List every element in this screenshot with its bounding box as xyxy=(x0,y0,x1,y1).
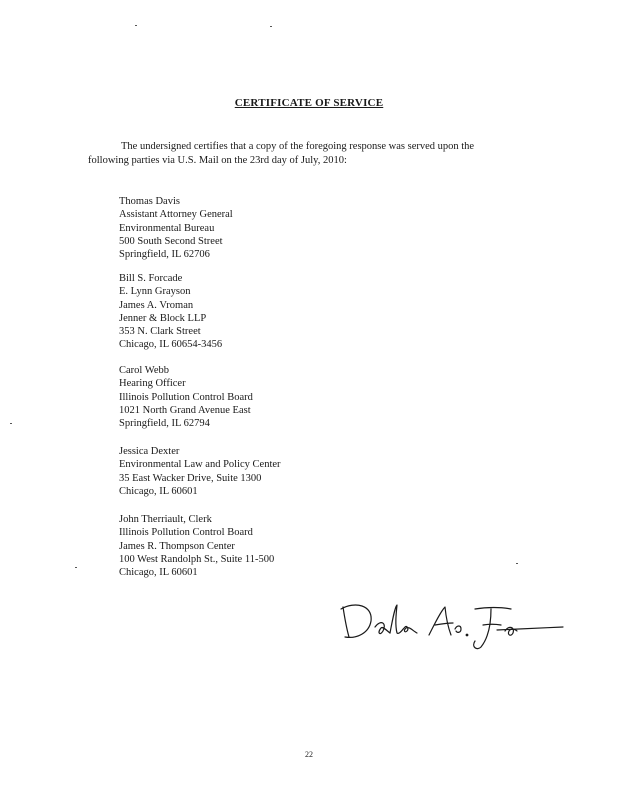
service-party-block xyxy=(119,195,233,261)
party-building: James R. Thompson Center xyxy=(119,540,235,552)
party-title: Hearing Officer xyxy=(119,378,186,390)
party-organization: Environmental Bureau xyxy=(119,222,215,234)
party-city: Springfield, IL 62794 xyxy=(119,418,210,430)
party-street: 100 West Randolph St., Suite 11-500 xyxy=(119,553,275,565)
page-number: 22 xyxy=(305,750,313,759)
party-city: Chicago, IL 60601 xyxy=(119,567,198,579)
service-party-block xyxy=(119,364,253,430)
scan-speck xyxy=(135,25,137,26)
party-street: 353 N. Clark Street xyxy=(119,326,201,338)
party-name: Carol Webb xyxy=(119,365,169,376)
party-organization: Illinois Pollution Control Board xyxy=(119,391,253,403)
party-name: Thomas Davis xyxy=(119,196,180,207)
scan-speck xyxy=(75,567,77,568)
party-title: Assistant Attorney General xyxy=(119,209,233,221)
party-name: Bill S. Forcade xyxy=(119,273,183,284)
certificate-title: CERTIFICATE OF SERVICE xyxy=(234,97,384,109)
party-name: James A. Vroman xyxy=(119,299,194,311)
party-organization: Jenner & Block LLP xyxy=(119,312,207,324)
party-street: 500 South Second Street xyxy=(119,235,223,247)
intro-paragraph xyxy=(88,140,528,168)
party-city: Springfield, IL 62706 xyxy=(119,249,210,261)
service-party-block xyxy=(119,445,281,498)
party-organization: Environmental Law and Policy Center xyxy=(119,459,281,471)
party-street: 35 East Wacker Drive, Suite 1300 xyxy=(119,472,262,484)
scan-speck xyxy=(516,563,518,564)
party-name: John Therriault, Clerk xyxy=(119,514,212,525)
service-party-block xyxy=(119,272,222,352)
party-city: Chicago, IL 60654-3456 xyxy=(119,339,223,351)
handwritten-signature xyxy=(335,595,565,655)
party-name: Jessica Dexter xyxy=(119,446,180,457)
service-party-block xyxy=(119,513,274,579)
intro-line-1: The undersigned certifies that a copy of the foregoing response was served upon the xyxy=(121,141,475,152)
party-name: E. Lynn Grayson xyxy=(119,286,191,298)
party-city: Chicago, IL 60601 xyxy=(119,485,198,497)
party-organization: Illinois Pollution Control Board xyxy=(119,527,253,539)
intro-line-2: following parties via U.S. Mail on the 23rd day of July, 2010: xyxy=(88,155,347,166)
party-street: 1021 North Grand Avenue East xyxy=(119,404,251,416)
scan-speck xyxy=(10,423,12,424)
scan-speck xyxy=(270,26,272,27)
